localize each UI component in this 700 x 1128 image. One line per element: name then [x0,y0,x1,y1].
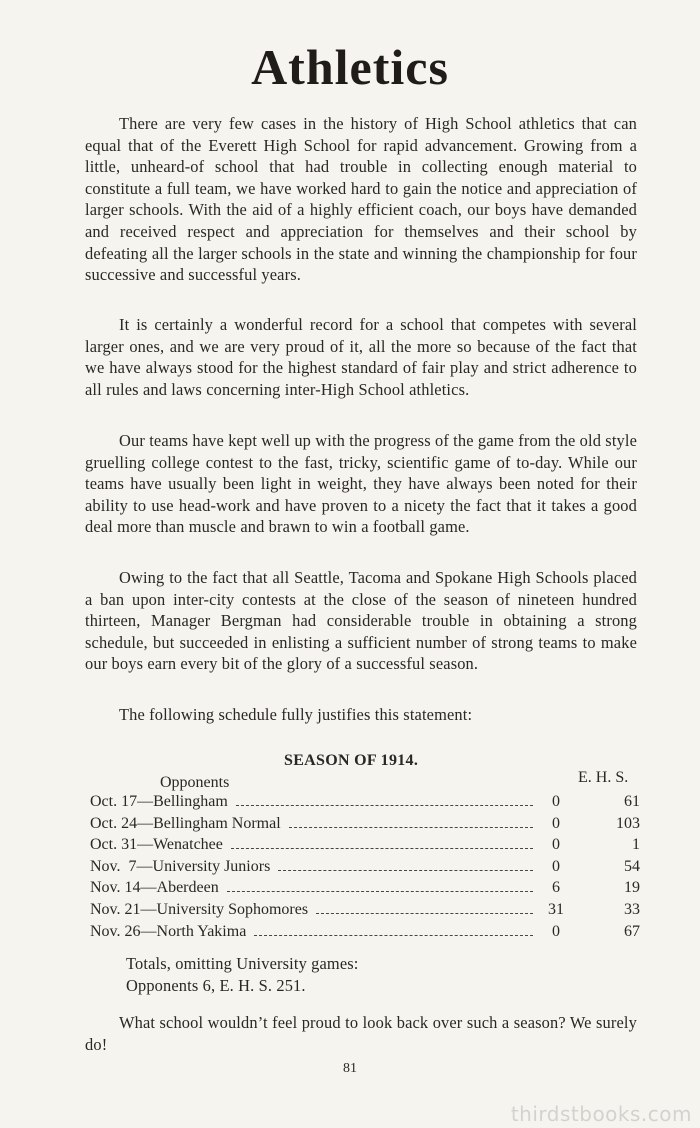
game-label [90,793,228,811]
paragraph-5 [85,704,637,726]
paragraph-4 [85,567,637,675]
opponent-score: 0 [552,922,560,940]
date-dash: — [137,836,154,854]
paragraph-4-text: Owing to the fact that all Seattle, Tacoma and Spokane High Schools placed a ban upon inter-city contests at the close of the season of nineteen hundred thirteen, Manager Bergman had considerable trouble in obtaining a strong schedule, but succeeded in enlisting a sufficient number of strong teams to make our boys earn every bit of the glory of a successful season. [85,568,637,674]
opponent-score: 6 [552,879,560,897]
opponent-score: 0 [552,857,560,875]
dot-leader [316,913,533,914]
date-dash: — [140,879,157,897]
dot-leader [278,870,533,871]
game-label [90,815,281,833]
dot-leader [254,935,533,936]
game-label [90,858,270,876]
page-number: 81 [343,1061,357,1076]
game-opponent: Aberdeen [156,879,219,897]
game-opponent: Bellingham Normal [153,814,281,832]
game-date: Nov. 7 [90,857,137,875]
game-label [90,901,308,919]
opponent-score: 0 [552,814,560,832]
totals [126,953,359,996]
game-opponent: Wenatchee [153,836,223,854]
game-date: Oct. 17 [90,793,138,810]
ehs-score: 1 [632,836,640,854]
ehs-score: 61 [624,793,640,810]
schedule-table [90,793,650,944]
game-opponent: Bellingham [153,793,228,810]
paragraph-3-text: Our teams have kept well up with the progress of the game from the old style gruelling college contest to the fast, tricky, scientific game of to-day. While our teams have usually been light in weight, they have always been noted for their ability to use head-work and have proven to a nicety the fact that it takes a good deal more than muscle and brawn to win a football game. [85,431,638,537]
table-row [90,836,650,858]
dot-leader [289,827,533,828]
date-dash: — [140,922,157,940]
dot-leader [231,848,533,849]
game-opponent: University Juniors [152,857,271,875]
closing-paragraph [85,1012,637,1055]
date-dash: — [140,900,157,918]
table-row [90,879,650,901]
season-title: SEASON OF 1914. [284,752,419,769]
closing-text: What school wouldn’t feel proud to look back over such a season? We surely do! [85,1013,637,1054]
game-label [90,879,219,897]
date-dash: — [137,793,154,810]
opponent-score: 31 [548,900,564,918]
paragraph-3 [85,430,637,538]
paragraph-1 [85,113,637,286]
opponents-header: Opponents [160,774,230,791]
ehs-score: 54 [624,857,640,875]
dot-leader [236,805,533,806]
game-date: Nov. 26 [90,922,141,940]
table-row [90,858,650,880]
game-date: Oct. 31 [90,836,138,854]
table-row [90,793,650,815]
paragraph-5-text: The following schedule fully justifies this statement: [119,705,473,724]
ehs-score: 19 [624,879,640,897]
date-dash: — [136,857,153,875]
game-label [90,923,246,941]
watermark: thirdstbooks.com [510,1102,692,1126]
game-date: Nov. 21 [90,900,141,918]
opponent-score: 0 [552,793,560,810]
table-row [90,901,650,923]
page-title: Athletics [251,39,449,95]
totals-line-1: Totals, omitting University games: [126,954,359,973]
game-label [90,836,223,854]
ehs-score: 33 [624,900,640,918]
paragraph-1-text: There are very few cases in the history of High School athletics that can equal that of the Everett High School for rapid advancement. Growing from a little, unheard-of school that had trouble in collecting enough material to constitute a full team, we have worked hard to gain the notice and appreciation of larger schools. With the aid of a highly efficient coach, our boys have demanded and received respect and appreciation for themselves and their school by defeating all the larger schools in the state and winning the championship for four successive and successful years. [85,114,637,285]
game-date: Oct. 24 [90,814,138,832]
totals-line-2: Opponents 6, E. H. S. 251. [126,975,306,995]
ehs-score: 67 [624,922,640,940]
game-opponent: North Yakima [156,922,247,940]
paragraph-2 [85,314,637,400]
ehs-header: E. H. S. [578,769,629,786]
table-row [90,815,650,837]
game-opponent: University Sophomores [156,900,309,918]
table-row [90,923,650,945]
game-date: Nov. 14 [90,879,141,897]
ehs-score: 103 [616,814,640,832]
opponent-score: 0 [552,836,560,854]
date-dash: — [137,814,154,832]
dot-leader [227,891,533,892]
paragraph-2-text: It is certainly a wonderful record for a school that competes with several larger ones, and we are very proud of it, all the more so because of the fact that we have always stood for the highest standard of fair play and strict adherence to all rules and laws concerning inter-High School athletics. [85,315,637,399]
